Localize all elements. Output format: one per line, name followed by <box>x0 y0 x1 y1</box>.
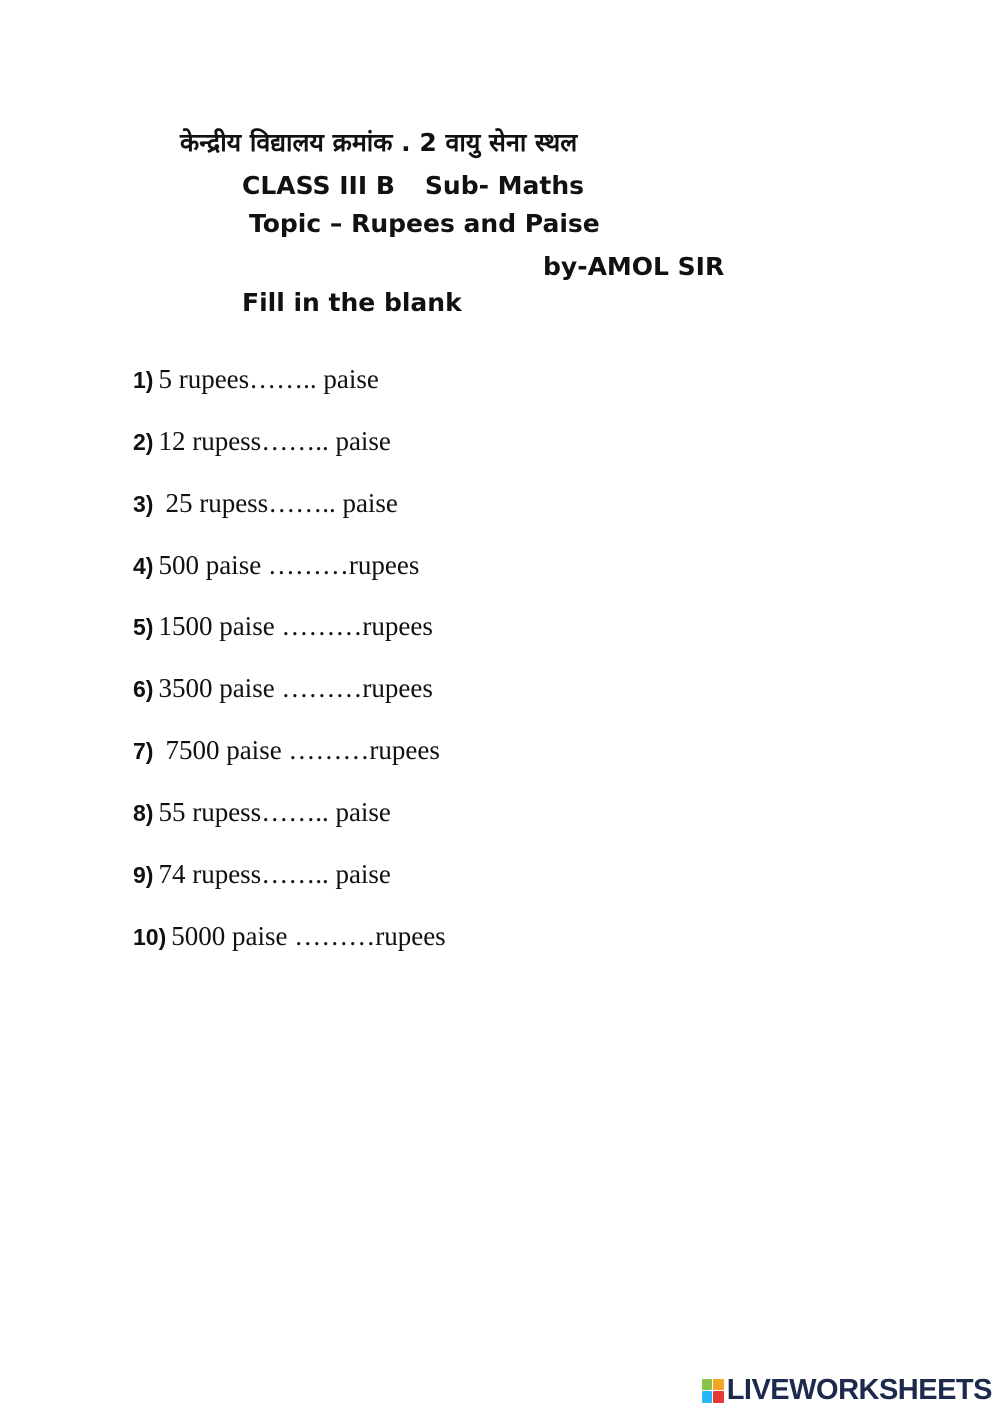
author-credit: by-AMOL SIR <box>543 252 725 281</box>
question-text: 25 rupess…….. paise <box>165 488 398 518</box>
question-item <box>133 923 446 950</box>
question-text: 5 rupees…….. paise <box>158 364 379 394</box>
question-text: 1500 paise ………rupees <box>158 611 433 641</box>
logo-square <box>713 1379 724 1391</box>
question-item <box>133 613 433 640</box>
question-item <box>133 675 433 702</box>
logo-square <box>702 1391 713 1403</box>
question-text: 5000 paise ………rupees <box>171 921 446 951</box>
question-number: 7) <box>133 738 154 764</box>
class-subject-line <box>242 173 584 198</box>
class-label: CLASS III B <box>242 171 395 200</box>
question-item <box>133 861 391 888</box>
question-text: 12 rupess…….. paise <box>158 426 391 456</box>
question-item <box>133 490 398 517</box>
question-number: 8) <box>133 800 154 826</box>
topic-title: Topic – Rupees and Paise <box>249 209 600 238</box>
liveworksheets-watermark <box>702 1376 992 1405</box>
question-text: 3500 paise ………rupees <box>158 673 433 703</box>
question-text: 74 rupess…….. paise <box>158 859 391 889</box>
question-item <box>133 428 391 455</box>
question-number: 1) <box>133 367 154 393</box>
question-item <box>133 366 379 393</box>
question-number: 9) <box>133 862 154 888</box>
question-number: 2) <box>133 429 154 455</box>
question-number: 10) <box>133 924 167 950</box>
question-text: 55 rupess…….. paise <box>158 797 391 827</box>
question-item <box>133 737 440 764</box>
liveworksheets-logo-icon <box>702 1379 724 1403</box>
question-text: 7500 paise ………rupees <box>165 735 440 765</box>
school-name: केन्द्रीय विद्यालय क्रमांक . 2 वायु सेना स्थल <box>180 128 578 157</box>
question-text: 500 paise ………rupees <box>158 550 420 580</box>
question-number: 6) <box>133 676 154 702</box>
question-item <box>133 799 391 826</box>
subject-label: Sub- Maths <box>424 171 585 200</box>
question-number: 3) <box>133 491 154 517</box>
watermark-text: LIVEWORKSHEETS <box>726 1374 992 1406</box>
instruction-text: Fill in the blank <box>242 288 462 317</box>
question-number: 4) <box>133 553 154 579</box>
question-number: 5) <box>133 614 154 640</box>
logo-square <box>713 1391 724 1403</box>
logo-square <box>702 1379 713 1391</box>
question-item <box>133 552 419 579</box>
